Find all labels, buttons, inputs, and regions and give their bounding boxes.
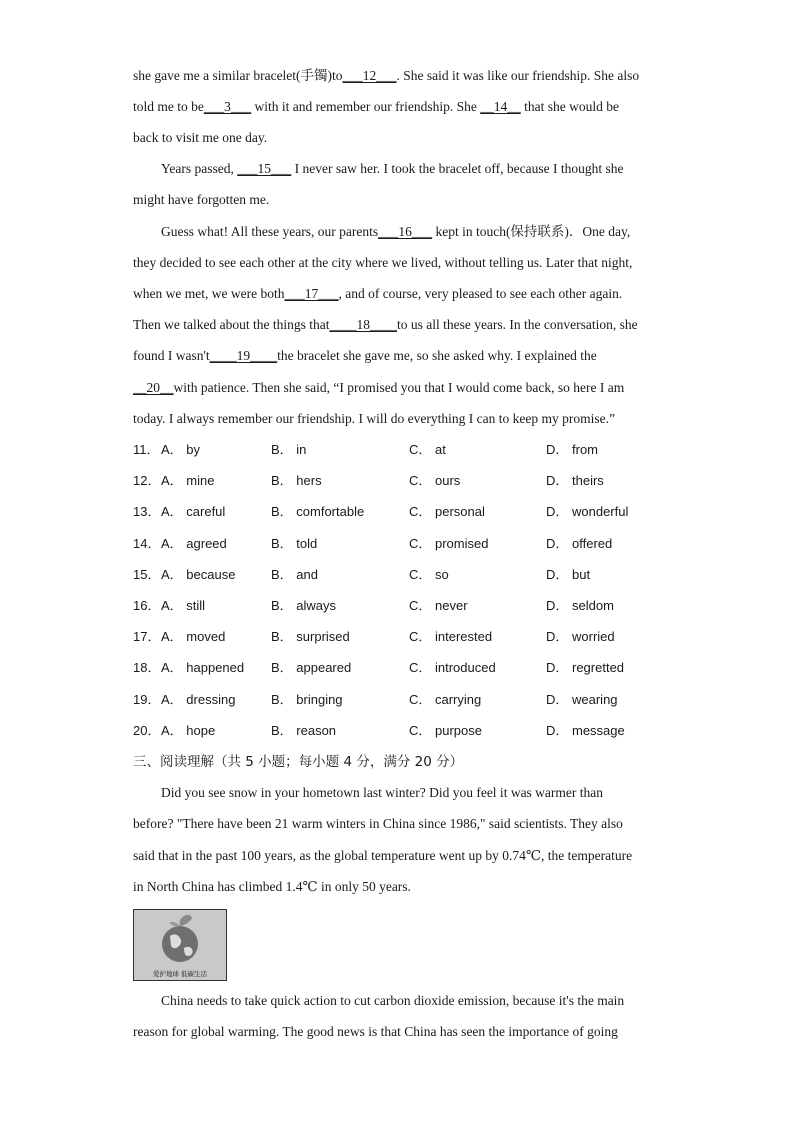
question-18 <box>133 657 663 679</box>
text-span: she gave me a similar bracelet(手镯)to <box>133 68 343 83</box>
option-a: A． happened <box>161 660 245 675</box>
option-d: D． theirs <box>546 473 604 488</box>
blank-14: __14__ <box>480 99 521 114</box>
question-12 <box>133 470 663 492</box>
question-17 <box>133 626 663 648</box>
passage1-line-12: today. I always remember our friendship. I will do everything I can to keep my promise.” <box>133 411 615 426</box>
text-span: told me to be <box>133 99 204 114</box>
passage2-line-4: in North China has climbed 1.4℃ in only 50 years. <box>133 879 411 894</box>
option-d: D． message <box>546 723 625 738</box>
blank-20: __20__ <box>133 380 174 395</box>
passage2-line-1: Did you see snow in your hometown last winter? Did you feel it was warmer than <box>161 785 604 800</box>
passage1-line-8 <box>133 283 663 305</box>
passage1-line-3: back to visit me one day. <box>133 130 268 145</box>
blank-12: ___12___ <box>342 68 397 83</box>
passage1-line-11 <box>133 377 663 399</box>
question-14 <box>133 533 663 555</box>
passage1-line-9 <box>133 314 663 336</box>
option-b: B． reason <box>271 723 337 738</box>
option-d: D． offered <box>546 536 613 551</box>
option-a: A． mine <box>161 473 215 488</box>
passage2-line-2: before? "There have been 21 warm winters in China since 1986," said scientists. They also <box>133 816 623 831</box>
question-number: 20． <box>133 723 161 738</box>
passage1-line-10 <box>133 345 663 367</box>
option-d: D． seldom <box>546 598 614 613</box>
question-number: 17． <box>133 629 161 644</box>
option-c: C． never <box>409 598 468 613</box>
question-number: 12． <box>133 473 161 488</box>
question-15 <box>133 564 663 586</box>
blank-17: ___17___ <box>284 286 339 301</box>
blank-13: ___3___ <box>203 99 252 114</box>
question-number: 14． <box>133 536 161 551</box>
question-number: 16． <box>133 598 161 613</box>
question-number: 13． <box>133 504 161 519</box>
text-span: found I wasn't <box>133 348 210 363</box>
blank-19: ____19____ <box>209 348 278 363</box>
passage1-line-5: might have forgotten me. <box>133 192 270 207</box>
text-span: Years passed, <box>161 161 238 176</box>
section-title: 三、阅读理解（共 5 小题；每小题 4 分，满分 20 分） <box>133 754 464 770</box>
option-b: B． in <box>271 442 307 457</box>
option-a: A． agreed <box>161 536 227 551</box>
blank-15: ___15___ <box>237 161 292 176</box>
option-c: C． at <box>409 442 446 457</box>
figure-caption: 爱护地球 低碳生活 <box>152 970 208 978</box>
passage2-line-6: reason for global warming. The good news is that China has seen the importance of going <box>133 1024 618 1039</box>
option-b: B． surprised <box>271 629 350 644</box>
text-span: I never saw her. I took the bracelet off, because I thought she <box>291 161 624 176</box>
option-a: A． hope <box>161 723 216 738</box>
text-span: with patience. Then she said, “I promised you that I would come back, so here I am <box>173 380 625 395</box>
text-span: kept in touch(保持联系)．One day, <box>432 224 631 239</box>
option-c: C． ours <box>409 473 461 488</box>
option-c: C． purpose <box>409 723 482 738</box>
question-11 <box>133 439 663 461</box>
earth-leaf-icon <box>134 910 226 970</box>
option-c: C． interested <box>409 629 493 644</box>
blank-18: ____18____ <box>329 317 397 332</box>
option-d: D． wearing <box>546 692 618 707</box>
text-span: . She said it was like our friendship. She also <box>396 68 640 83</box>
option-a: A． careful <box>161 504 226 519</box>
question-number: 19． <box>133 692 161 707</box>
text-span: the bracelet she gave me, so she asked why. I explained the <box>277 348 597 363</box>
passage2-line-5: China needs to take quick action to cut carbon dioxide emission, because it's the main <box>161 993 625 1008</box>
option-d: D． worried <box>546 629 615 644</box>
text-span: Guess what! All these years, our parents <box>161 224 379 239</box>
question-19 <box>133 689 663 711</box>
option-c: C． introduced <box>409 660 496 675</box>
option-b: B． comfortable <box>271 504 365 519</box>
text-span: to us all these years. In the conversation, she <box>396 317 638 332</box>
option-d: D． wonderful <box>546 504 629 519</box>
passage2-line-3: said that in the past 100 years, as the global temperature went up by 0.74℃, the temperature <box>133 848 633 863</box>
question-number: 11． <box>133 442 160 457</box>
option-a: A． still <box>161 598 206 613</box>
blank-16: ___16___ <box>378 224 433 239</box>
option-d: D． but <box>546 567 591 582</box>
text-span: Then we talked about the things that <box>133 317 330 332</box>
option-a: A． by <box>161 442 201 457</box>
text-span: that she would be <box>520 99 619 114</box>
passage1-line-6 <box>161 221 663 243</box>
question-number: 15． <box>133 567 161 582</box>
question-16 <box>133 595 663 617</box>
text-span: , and of course, very pleased to see each other again. <box>338 286 623 301</box>
option-a: A． moved <box>161 629 226 644</box>
question-20 <box>133 720 663 742</box>
option-b: B． and <box>271 567 318 582</box>
passage1-line-7: they decided to see each other at the city where we lived, without telling us. Later that night, <box>133 255 633 270</box>
option-a: A． because <box>161 567 236 582</box>
option-d: D． regretted <box>546 660 625 675</box>
passage1-line-2 <box>133 96 663 118</box>
option-b: B． appeared <box>271 660 352 675</box>
option-b: B． always <box>271 598 337 613</box>
option-c: C． promised <box>409 536 489 551</box>
question-number: 18． <box>133 660 161 675</box>
option-b: B． told <box>271 536 318 551</box>
passage1-line-1 <box>133 65 663 87</box>
option-a: A． dressing <box>161 692 236 707</box>
text-span: when we met, we were both <box>133 286 285 301</box>
option-d: D． from <box>546 442 599 457</box>
passage1-line-4 <box>161 158 663 180</box>
option-c: C． personal <box>409 504 485 519</box>
question-13 <box>133 501 663 523</box>
option-c: C． so <box>409 567 449 582</box>
text-span: with it and remember our friendship. She <box>251 99 481 114</box>
option-c: C． carrying <box>409 692 482 707</box>
earth-figure <box>133 909 227 981</box>
option-b: B． bringing <box>271 692 343 707</box>
option-b: B． hers <box>271 473 322 488</box>
